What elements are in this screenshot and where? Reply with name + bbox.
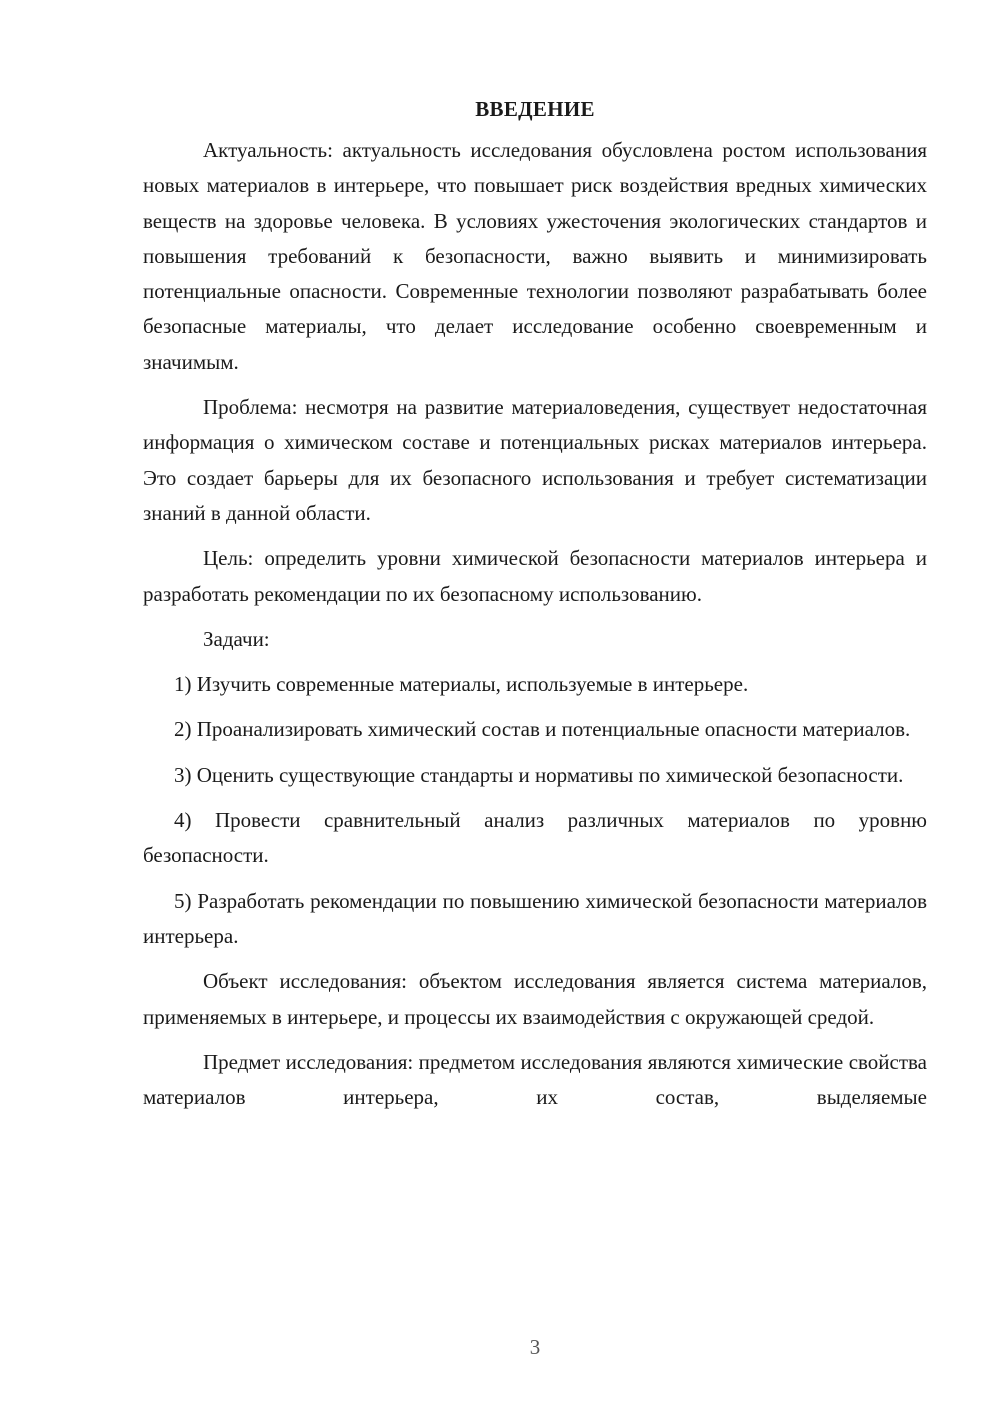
document-page (143, 92, 927, 1125)
page-number: 3 (529, 1335, 541, 1359)
page-title: ВВЕДЕНИЕ (475, 97, 595, 121)
object-paragraph: Объект исследования: объектом исследования является система материалов, применяемых в интерьере, и процессы их взаимодействия с окружающей средой. (143, 969, 927, 1029)
task-item-2: 2) Проанализировать химический состав и потенциальные опасности материалов. (174, 717, 911, 742)
task-item-5: 5) Разработать рекомендации по повышению химической безопасности материалов интерьера. (143, 888, 927, 948)
task-item-3: 3) Оценить существующие стандарты и нормативы по химической безопасности. (174, 762, 904, 787)
tasks-heading: Задачи: (203, 626, 270, 651)
problem-paragraph: Проблема: несмотря на развитие материаловедения, существует недостаточная информация о химическом составе и потенциальных рисках материалов интерьера. Это создает барьеры для их безопасного использования и требует систематизации знаний в данной области. (143, 395, 927, 525)
subject-paragraph: Предмет исследования: предметом исследования являются химические свойства материалов интерьера, их состав, выделяемые (143, 1049, 927, 1110)
task-item-4: 4) Провести сравнительный анализ различных материалов по уровню безопасности. (143, 808, 927, 868)
relevance-paragraph: Актуальность: актуальность исследования обусловлена ростом использования новых материалов в интерьере, что повышает риск воздействия вредных химических веществ на здоровье человека. В условиях ужесточения экологических стандартов и повышения требований к безопасности, важно выявить и минимизировать потенциальные опасности. Современные технологии позволяют разрабатывать более безопасные материалы, что делает исследование особенно своевременным и значимым. (143, 138, 927, 374)
goal-paragraph: Цель: определить уровни химической безопасности материалов интерьера и разработать рекомендации по их безопасному использованию. (143, 546, 927, 606)
task-item-1: 1) Изучить современные материалы, используемые в интерьере. (174, 672, 749, 697)
